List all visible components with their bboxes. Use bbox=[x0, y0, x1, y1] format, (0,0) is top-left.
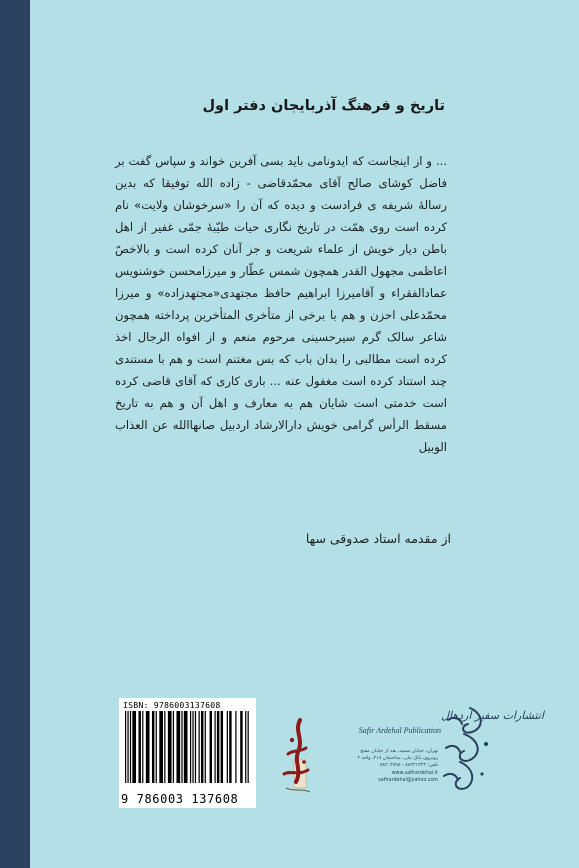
barcode-bar bbox=[138, 711, 140, 783]
barcode-bar bbox=[127, 711, 128, 783]
publisher-address-line1: تهران، خیابان سمیه، بعد از خیابان مفتح bbox=[360, 749, 438, 754]
publisher-address-line2: روبروی بانک ملی، ساختمان ۲۱۸، واحد ۴ bbox=[357, 756, 438, 762]
barcode-bar bbox=[201, 711, 203, 783]
back-cover-excerpt: ... و از اینجاست که ایدونامی باید بسی آفرین خواند و سپاس گفت بر فاضل کوشای صالح آقای محمّدقاضی - زاده الله توفیقا که بدین رسالۀ شریفه ی فرادست و دیده که آن را «سرخوشان ولایت» نام کرده است روی همّت در تاریخ نگاری حیات طیّبۀ جمّی غفیر از اهل باطن دیار خویش از علماء شریعت و جز آنان کرده است و بالاخصّ اعاظمی مجهول القدر همچون شمس عطّار و میرزامحسن خوشنویس عمادالفقراء و آقامیرزا ابراهیم حافظ مجتهدی«مجتهدزاده» و میرزا محمّدعلی احزن و هم با برخی از متأخری المتأخرین پرداخته همچون شاعر سالک گرم سیرحسینی مرحوم منعم و از افواه الرجال اخذ کرده است مطالبی را بدان باب که بس مغتنم است و هم با مستندی چند استناد کرده است مغفول عنه ... باری کاری که آقای قاضی کرده است خدمتی است شایان هم به معارف و اهل آن و هم به تاریخ مسقط الرأس گرامی خویش دارالارشاد اردبیل صانهاالله عن العذاب الوبیل bbox=[115, 154, 447, 454]
barcode-bar bbox=[221, 711, 223, 783]
isbn-barcode bbox=[119, 698, 256, 808]
book-title: تاریخ و فرهنگ آذربایجان دفتر اول bbox=[202, 98, 445, 114]
barcode-bar bbox=[205, 711, 206, 783]
barcode-bar bbox=[199, 711, 200, 783]
barcode-bar bbox=[192, 711, 193, 783]
isbn-label: ISBN: 9786003137608 bbox=[123, 700, 221, 710]
barcode-bar bbox=[184, 711, 188, 783]
barcode-bar bbox=[173, 711, 174, 783]
barcode-bar bbox=[210, 711, 212, 783]
barcode-bar bbox=[235, 711, 236, 783]
publisher-email: safirardehal@yahoo.com bbox=[378, 777, 438, 783]
barcode-bar bbox=[168, 711, 172, 783]
publisher-logo bbox=[345, 702, 544, 748]
isbn-number: 9 786003 137608 bbox=[121, 792, 239, 806]
barcode-bar bbox=[245, 711, 246, 783]
barcode-bar bbox=[214, 711, 215, 783]
barcode-bar bbox=[130, 711, 131, 783]
barcode-bar bbox=[159, 711, 163, 783]
publisher-name-fa: انتشارات سفیر اردهال bbox=[441, 709, 544, 722]
barcode-bar bbox=[229, 711, 231, 783]
barcode-bar bbox=[152, 711, 154, 783]
publisher-phone: تلفن: ۸۸۳۴۱۳۲۳ - ۸۸۳۰۳۸۹۸ bbox=[379, 763, 438, 769]
barcode-bars bbox=[125, 711, 250, 783]
publisher-website: www.safirardehal.ir bbox=[391, 770, 438, 776]
barcode-bar bbox=[156, 711, 157, 783]
barcode-bar bbox=[181, 711, 182, 783]
publisher-name-en: Safir Ardehal Publication bbox=[358, 726, 441, 735]
barcode-bar bbox=[217, 711, 219, 783]
diyar-kohan-seal bbox=[270, 712, 320, 802]
book-spine bbox=[0, 0, 30, 868]
barcode-bar bbox=[248, 711, 249, 783]
excerpt-source: از مقدمه استاد صدوقی سها bbox=[305, 531, 451, 546]
barcode-bar bbox=[132, 711, 136, 783]
barcode-bar bbox=[146, 711, 150, 783]
barcode-bar bbox=[190, 711, 191, 783]
barcode-bar bbox=[240, 711, 242, 783]
barcode-bar bbox=[142, 711, 143, 783]
publisher-contact bbox=[338, 748, 438, 784]
barcode-bar bbox=[164, 711, 165, 783]
barcode-bar bbox=[227, 711, 228, 783]
barcode-bar bbox=[125, 711, 126, 783]
barcode-bar bbox=[176, 711, 180, 783]
barcode-bar bbox=[195, 711, 196, 783]
